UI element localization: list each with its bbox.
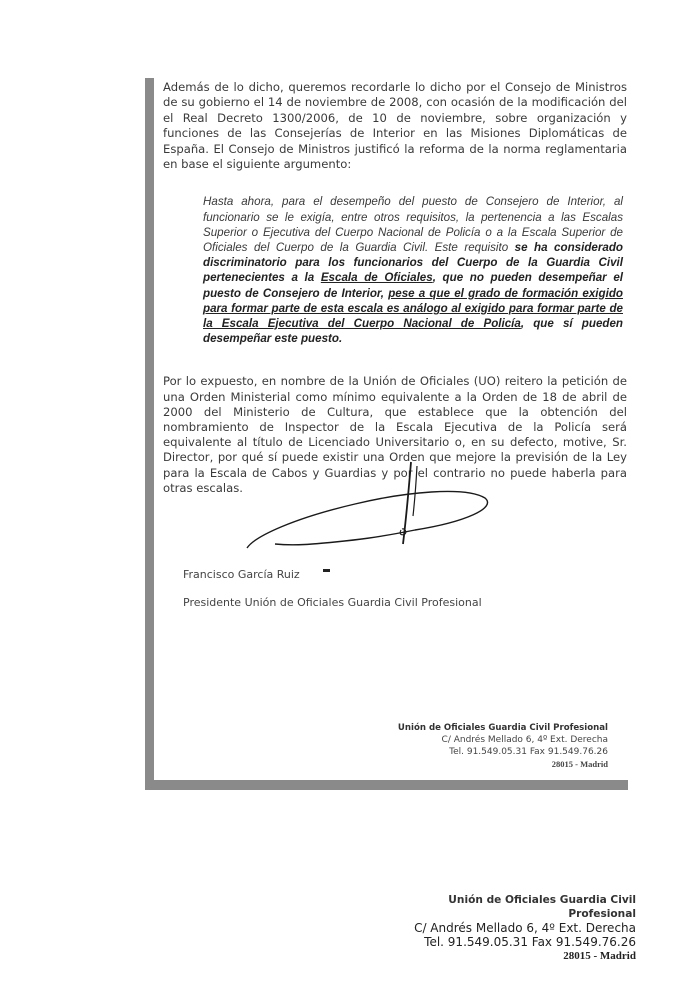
page-frame-bottom-border [145, 780, 628, 790]
signer-name: Francisco García Ruiz [183, 568, 300, 581]
signature-mark [323, 569, 330, 572]
letterhead-street: C/ Andrés Mellado 6, 4º Ext. Derecha [441, 735, 608, 745]
quoted-argument [203, 194, 623, 346]
signer-title: Presidente Unión de Oficiales Guardia Civil Profesional [183, 596, 482, 609]
quote-text: Hasta ahora, para el desempeño del puesto de Consejero de Interior, al funcionario se le exigía, entre otros requisitos, la pertenencia a las Escalas Superior o Ejecutiva del Cuerpo Nacional de Policía o a la Escala Superior de Oficiales del Cuerpo de la Guardia Civil. Este requisito [203, 195, 623, 255]
page-frame-left-border [145, 78, 154, 790]
quote-underlined-formacion: pese a que el grado de formación exigido para formar parte de esta escala es análogo al exigido para formar parte de la Escala Ejecutiva del Cuerpo Nacional de Policía [203, 286, 623, 331]
handwritten-signature [235, 456, 505, 556]
letterhead-phones: Tel. 91.549.05.31 Fax 91.549.76.26 [449, 747, 608, 757]
quote-underlined-escala: Escala de Oficiales [320, 271, 433, 285]
letterhead-city: 28015 - Madrid [551, 759, 608, 769]
paragraph-request: Por lo expuesto, en nombre de la Unión de Oficiales (UO) reitero la petición de una Orden Ministerial como mínimo equivalente a la Orden de 18 de abril de 2000 del Ministerio de Cultura, que establece que la obtención del nombramiento de Inspector de la Escala Ejecutiva de la Policía será equivalente al título de Licenciado Universitario o, en su defecto, motive, Sr. Director, por qué sí puede existir una Orden que mejore la previsión de la Ley para la Escala de Cabos y Guardias y por el contrario no puede haberla para otras escalas. [163, 374, 627, 495]
letterhead-stamp [380, 722, 608, 770]
letterhead-org: Unión de Oficiales Guardia Civil Profesional [397, 723, 608, 733]
footer-city: 28015 - Madrid [563, 950, 636, 962]
paragraph-intro: Además de lo dicho, queremos recordarle lo dicho por el Consejo de Ministros de su gobierno el 14 de noviembre de 2008, con ocasión de la modificación del el Real Decreto 1300/2006, de 10 de noviembre, sobre organización y funciones de las Consejerías de Interior en las Misiones Diplomáticas de España. El Consejo de Ministros justificó la reforma de la norma reglamentaria en base el siguiente argumento: [163, 80, 627, 172]
letter-body [163, 80, 627, 496]
footer-street: C/ Andrés Mellado 6, 4º Ext. Derecha [414, 921, 636, 935]
footer-phones: Tel. 91.549.05.31 Fax 91.549.76.26 [424, 935, 636, 949]
footer-letterhead [380, 893, 636, 963]
quote-bold-text: se ha considerado discriminatorio para los funcionarios del Cuerpo de la Guardia Civil pertenecientes a la Escala de Oficiales, que no pueden desempeñar el puesto de Consejero de Interior, pese a que el grado de formación exigido para formar parte de esta escala es análogo al exigido para formar parte de la Escala Ejecutiva del Cuerpo Nacional de Policía, que sí pueden desempeñar este puesto. [203, 241, 623, 346]
footer-org: Unión de Oficiales Guardia Civil Profesional [448, 894, 636, 920]
